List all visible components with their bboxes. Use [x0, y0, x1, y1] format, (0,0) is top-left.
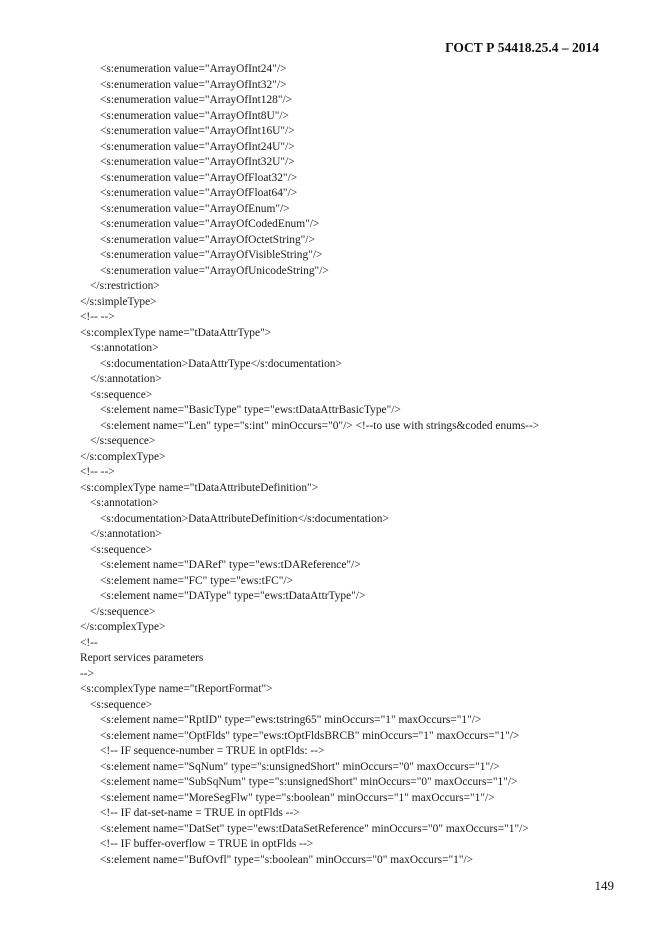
code-line: <s:enumeration value="ArrayOfFloat32"/> — [100, 171, 298, 184]
code-line: <s:enumeration value="ArrayOfOctetString"/> — [100, 233, 315, 246]
code-line: </s:complexType> — [80, 450, 166, 463]
code-line: <s:sequence> — [90, 388, 153, 401]
code-line: <!-- IF buffer-overflow = TRUE in optFlds --> — [100, 838, 314, 850]
xml-code-block — [80, 62, 625, 868]
code-line: <s:complexType name="tDataAttrType"> — [80, 326, 272, 339]
code-line: <s:documentation>DataAttrType</s:documentation> — [100, 357, 342, 370]
code-line: Report services parameters — [80, 652, 204, 664]
code-line: </s:simpleType> — [80, 295, 157, 308]
code-line: <s:annotation> — [90, 342, 159, 354]
code-line: <s:element name="BufOvfl" type="s:boolean" minOccurs="0" maxOccurs="1"/> — [100, 853, 474, 866]
code-line: <s:documentation>DataAttributeDefinition</s:documentation> — [100, 512, 389, 525]
code-line: <s:element name="DatSet" type="ews:tDataSetReference" minOccurs="0" maxOccurs="1"/> — [100, 822, 529, 835]
code-line: <s:complexType name="tReportFormat"> — [80, 683, 273, 695]
code-line: </s:annotation> — [90, 373, 162, 385]
code-line: </s:sequence> — [90, 435, 156, 447]
code-line: <s:enumeration value="ArrayOfInt24"/> — [100, 63, 287, 75]
code-line: <s:sequence> — [90, 543, 153, 556]
code-line: <s:sequence> — [90, 698, 153, 711]
code-line: <s:enumeration value="ArrayOfInt24U"/> — [100, 140, 295, 153]
code-line: <s:element name="MoreSegFlw" type="s:boolean" minOccurs="1" maxOccurs="1"/> — [100, 791, 495, 804]
code-line: <s:enumeration value="ArrayOfInt32U"/> — [100, 156, 295, 168]
code-line: <!-- IF dat-set-name = TRUE in optFlds --> — [100, 807, 300, 819]
code-line: <s:element name="OptFlds" type="ews:tOptFldsBRCB" minOccurs="1" maxOccurs="1"/> — [100, 729, 520, 742]
code-line: <s:enumeration value="ArrayOfUnicodeString"/> — [100, 264, 329, 277]
code-line: </s:restriction> — [90, 280, 160, 292]
code-line: <!-- --> — [80, 466, 115, 478]
code-line: <s:enumeration value="ArrayOfInt16U"/> — [100, 125, 295, 137]
code-line: <!-- — [80, 636, 98, 649]
code-line: <s:enumeration value="ArrayOfInt32"/> — [100, 78, 287, 91]
code-line: <s:element name="DAType" type="ews:tDataAttrType"/> — [100, 590, 366, 602]
code-line: <!-- IF sequence-number = TRUE in optFlds: --> — [100, 745, 325, 757]
code-line: <s:element name="Len" type="s:int" minOccurs="0"/> <!--to use with strings&coded enums--> — [100, 419, 540, 432]
code-line: <s:complexType name="tDataAttributeDefinition"> — [80, 481, 319, 494]
code-line: <!-- --> — [80, 311, 115, 323]
code-line: <s:element name="DARef" type="ews:tDAReference"/> — [100, 559, 361, 571]
code-line: <s:element name="SubSqNum" type="s:unsignedShort" minOccurs="0" maxOccurs="1"/> — [100, 776, 518, 788]
code-line: <s:enumeration value="ArrayOfFloat64"/> — [100, 187, 298, 199]
code-line: </s:sequence> — [90, 605, 156, 618]
code-line: <s:element name="BasicType" type="ews:tDataAttrBasicType"/> — [100, 404, 401, 416]
code-line: <s:element name="RptID" type="ews:tstring65" minOccurs="1" maxOccurs="1"/> — [100, 714, 482, 726]
code-line: <s:enumeration value="ArrayOfEnum"/> — [100, 202, 290, 215]
standard-header: ГОСТ Р 54418.25.4 – 2014 — [445, 40, 599, 55]
code-line: <s:annotation> — [90, 497, 159, 509]
code-line: --> — [80, 667, 95, 680]
code-line: <s:enumeration value="ArrayOfInt8U"/> — [100, 109, 289, 122]
code-line: </s:annotation> — [90, 528, 162, 540]
code-line: <s:element name="FC" type="ews:tFC"/> — [100, 574, 293, 587]
code-line: <s:element name="SqNum" type="s:unsignedShort" minOccurs="0" maxOccurs="1"/> — [100, 760, 500, 773]
code-line: <s:enumeration value="ArrayOfVisibleString"/> — [100, 249, 323, 261]
code-line: <s:enumeration value="ArrayOfInt128"/> — [100, 94, 293, 106]
page-number: 149 — [594, 878, 614, 893]
code-line: <s:enumeration value="ArrayOfCodedEnum"/> — [100, 218, 320, 230]
code-line: </s:complexType> — [80, 621, 166, 633]
